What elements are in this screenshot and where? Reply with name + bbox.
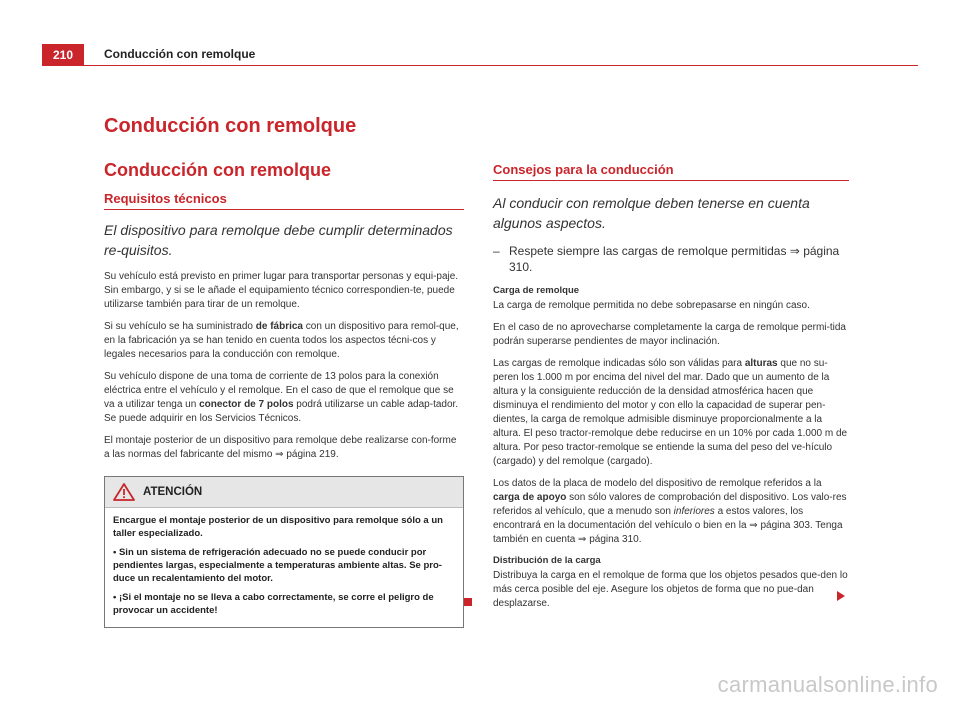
dash-item-text: Respete siempre las cargas de remolque permitidas ⇒ página 310. bbox=[509, 244, 840, 274]
warning-item: Encargue el montaje posterior de un dispositivo para remolque sólo a un taller especializado. bbox=[113, 515, 443, 539]
bold-term: conector de 7 polos bbox=[199, 399, 294, 410]
text-run: Las cargas de remolque indicadas sólo son válidas para bbox=[493, 358, 745, 369]
header-rule bbox=[84, 65, 918, 66]
subsection-title-requisitos: Requisitos técnicos bbox=[104, 191, 464, 210]
intro-text: Al conducir con remolque deben tenerse en cuenta algunos aspectos. bbox=[493, 195, 810, 231]
chapter-title: Conducción con remolque bbox=[104, 115, 357, 137]
dash-marker: – bbox=[493, 244, 500, 258]
intro-text: El dispositivo para remolque debe cumplir determinados re-quisitos. bbox=[104, 222, 453, 258]
text-run: que no su-peren los 1.000 m por encima del nivel del mar. Dado que un aumento de la altura y la consiguiente reducción de la densidad atmosférica hacen que disminuya el rendimiento del motor y con ello la capacidad de superar pen-dientes, la carga de remolque admisible disminuye proporcionalmente a la altura. El peso tractor-remolque debe reducirse en un 10% por cada 1.000 m de altura. Por peso tractor-remolque se entiende la suma del peso del ve-hículo (cargado) y del remolque (cargado). bbox=[493, 358, 848, 467]
heading-distribucion: Distribución de la carga bbox=[493, 555, 601, 566]
paragraph: La carga de remolque permitida no debe sobrepasarse en ningún caso. bbox=[493, 300, 810, 311]
bold-term: alturas bbox=[744, 358, 778, 369]
warning-box bbox=[104, 476, 464, 628]
paragraph: En el caso de no aprovecharse completamente la carga de remolque permi-tida podrán superarse pendientes de mayor inclinación. bbox=[493, 322, 846, 347]
continue-arrow-icon bbox=[837, 591, 845, 601]
text-run: Su vehículo dispone de una toma de corriente de 13 polos para la conexión eléctrica entre el vehículo y el remolque. En el caso de que el remolque que se va a utilizar tenga un bbox=[104, 371, 454, 410]
heading-carga: Carga de remolque bbox=[493, 285, 580, 296]
text-run: son sólo valores de comprobación del dispositivo. Los valo-res referidos al vehículo, que a menudo son bbox=[493, 492, 847, 517]
right-column bbox=[493, 160, 849, 619]
warning-title: ATENCIÓN bbox=[143, 486, 203, 498]
text-run: Si su vehículo se ha suministrado bbox=[104, 321, 256, 332]
paragraph-with-link: El montaje posterior de un dispositivo para remolque debe realizarse con-forme a las normas del fabricante del mismo ⇒ página 219. bbox=[104, 435, 457, 460]
warning-header bbox=[105, 477, 463, 508]
paragraph: Su vehículo está previsto en primer lugar para transportar personas y equi-paje. Sin embargo, y si se le añade el equipamiento técnico correspondien-te, puede utilizarse también para tirar de un remolque. bbox=[104, 271, 459, 310]
paragraph: Distribuya la carga en el remolque de forma que los objetos pesados que-den lo más cerca posible del eje. Asegure los objetos de forma que no pue-dan desplazarse. bbox=[493, 570, 848, 609]
watermark: carmanualsonline.info bbox=[717, 672, 938, 697]
italic-term: inferiores bbox=[673, 506, 715, 517]
text-run: con un dispositivo para remol-que, en la fabricación ya se han tenido en cuenta todos los aspectos técni-cos y legales necesarios para la conducción con remolque. bbox=[104, 321, 459, 360]
warning-body bbox=[105, 508, 463, 627]
paragraph bbox=[104, 320, 464, 362]
left-column bbox=[104, 160, 464, 628]
text-run: a estos valores, los encontrará en la documentación del vehículo o bien en la ⇒ página 303. Tenga también en cuenta ⇒ página 310. bbox=[493, 506, 843, 545]
section-end-marker bbox=[464, 598, 472, 606]
paragraph bbox=[493, 357, 849, 469]
page-number: 210 bbox=[42, 44, 84, 66]
running-header-title: Conducción con remolque bbox=[104, 47, 256, 61]
subsection-title-consejos: Consejos para la conducción bbox=[493, 162, 849, 181]
text-run: podrá utilizarse un cable adap-tador. Se puede adquirir en los Servicios Técnicos. bbox=[104, 399, 459, 424]
bold-term: de fábrica bbox=[255, 321, 303, 332]
warning-item: • ¡Si el montaje no se lleva a cabo correctamente, se corre el peligro de provocar un accidente! bbox=[113, 592, 434, 616]
dash-list-item bbox=[493, 243, 849, 275]
warning-item: • Sin un sistema de refrigeración adecuado no se puede conducir por pendientes largas, especialmente a temperaturas ambiente altas. Se pro-duce un recalentamiento del motor. bbox=[113, 547, 442, 584]
text-run: Los datos de la placa de modelo del dispositivo de remolque referidos a la bbox=[493, 478, 822, 489]
bold-term: carga de apoyo bbox=[493, 492, 567, 503]
paragraph bbox=[104, 370, 464, 426]
warning-triangle-icon bbox=[113, 483, 135, 501]
section-title: Conducción con remolque bbox=[104, 160, 332, 180]
paragraph bbox=[493, 477, 849, 547]
